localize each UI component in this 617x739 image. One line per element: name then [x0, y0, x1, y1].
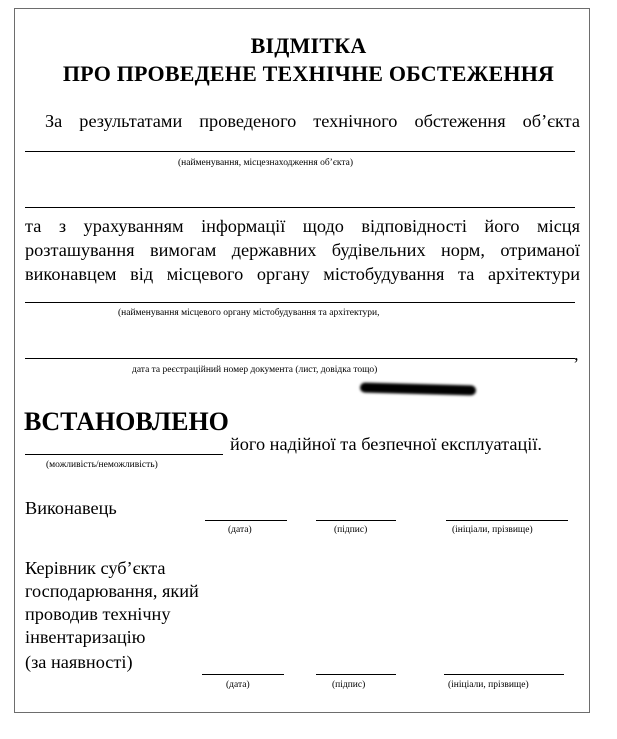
object-line-1: [25, 151, 575, 152]
executor-name-line: [446, 520, 568, 521]
intro-text: За результатами проведеного технічного обстеження об’єкта: [45, 111, 580, 131]
hint-object: (найменування, місцезнаходження об’єкта): [178, 158, 354, 168]
hint-possibility: (можливість/неможливість): [46, 460, 158, 470]
head-date-hint: (дата): [226, 680, 250, 690]
authority-line: [25, 302, 575, 303]
head-signature-line: [316, 674, 396, 675]
head-signature-hint: (підпис): [332, 680, 366, 690]
hint-document: дата та реєстраційний номер документа (лист, довідка тощо): [132, 365, 378, 375]
head-label-line-2: господарювання, який: [25, 581, 199, 601]
established-text: його надійної та безпечної експлуатації.: [230, 434, 542, 454]
hint-authority: (найменування місцевого органу містобудування та архітектури,: [118, 308, 380, 318]
paragraph-line-3: виконавцем від місцевого органу містобудування та архітектури: [25, 264, 580, 284]
executor-signature-line: [316, 520, 396, 521]
executor-name-hint: (ініціали, прізвище): [452, 525, 533, 535]
head-label-line-1: Керівник суб’єкта: [25, 558, 166, 578]
established-heading: ВСТАНОВЛЕНО: [24, 407, 229, 436]
object-line-2: [25, 207, 575, 208]
title-line-2: ПРО ПРОВЕДЕНЕ ТЕХНІЧНЕ ОБСТЕЖЕННЯ: [62, 61, 555, 86]
paragraph-line-1: та з урахуванням інформації щодо відповідності його місця: [25, 216, 580, 236]
paragraph-line-2: розташування вимогам державних будівельних норм, отриманої: [25, 240, 580, 260]
head-name-line: [444, 674, 564, 675]
executor-date-hint: (дата): [228, 525, 252, 535]
trailing-comma: ,: [574, 344, 579, 364]
executor-signature-hint: (підпис): [334, 525, 368, 535]
possibility-line: [25, 454, 223, 455]
executor-label: Виконавець: [25, 498, 117, 518]
executor-date-line: [205, 520, 287, 521]
head-label-line-5: (за наявності): [25, 652, 133, 672]
head-label-line-3: проводив технічну: [25, 604, 171, 624]
document-line: [25, 358, 575, 359]
head-date-line: [202, 674, 284, 675]
head-label-line-4: інвентаризацію: [25, 627, 146, 647]
title-line-1: ВІДМІТКА: [250, 33, 367, 58]
head-name-hint: (ініціали, прізвище): [448, 680, 529, 690]
